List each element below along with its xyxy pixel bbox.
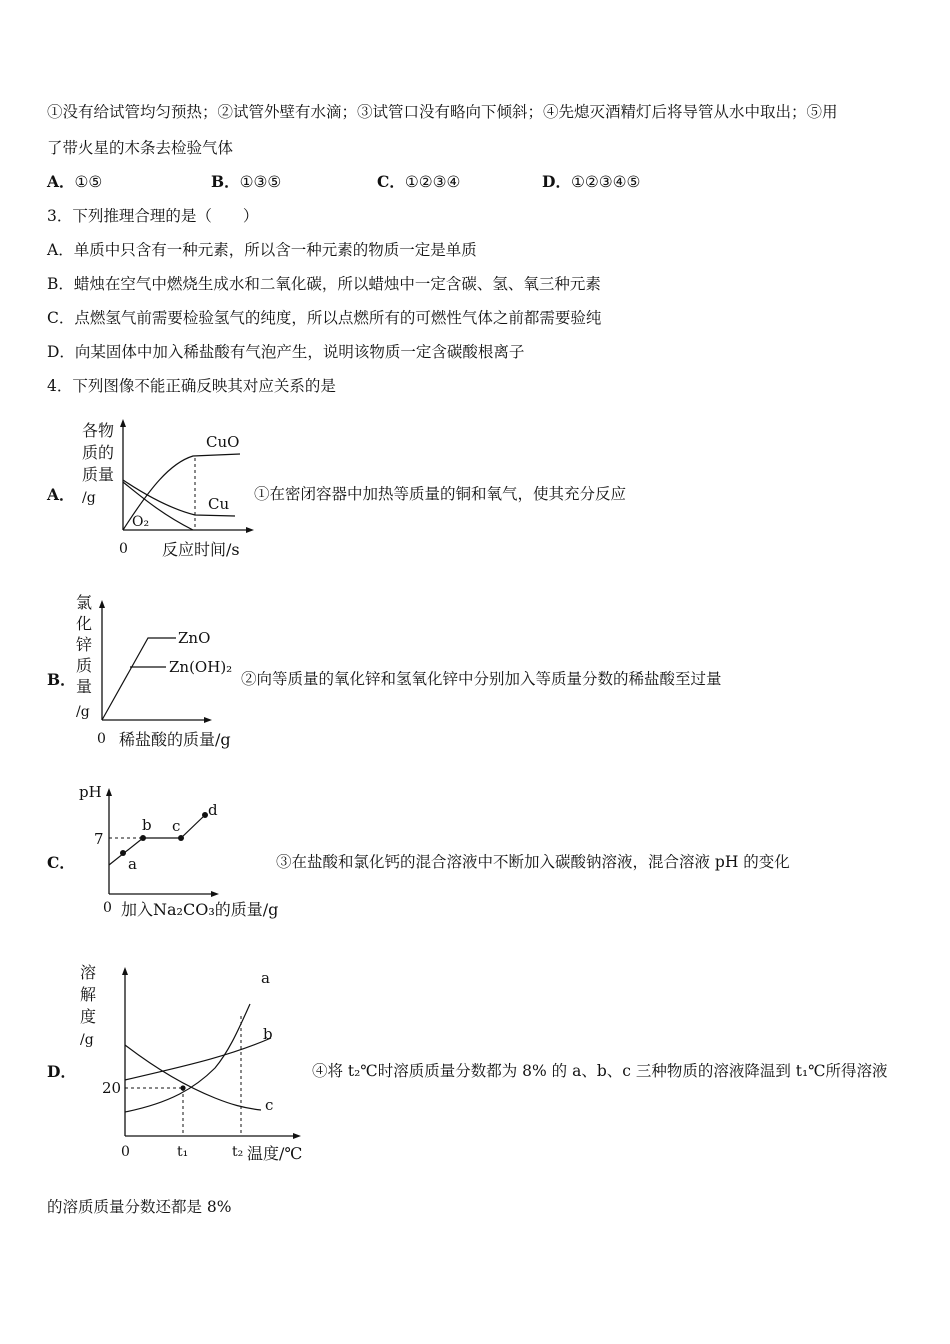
label-b: b	[263, 1025, 273, 1043]
ylabel-line: 质	[76, 656, 93, 675]
xtick-t2: t₂	[232, 1144, 244, 1160]
x-axis-arrow	[246, 527, 254, 533]
ylabel-line: 锌	[76, 635, 93, 654]
x-axis-arrow	[211, 891, 219, 897]
ylabel-line: /g	[80, 1032, 94, 1048]
x-axis-arrow	[204, 717, 212, 723]
option-text: ①⑤	[74, 173, 103, 191]
option-letter: D．	[542, 172, 571, 191]
q2-option-c[interactable]	[377, 171, 460, 193]
option-text: ①②③④⑤	[570, 173, 641, 191]
graph-b-ylabel	[76, 593, 92, 720]
ytick-20: 20	[102, 1079, 122, 1097]
option-text: ①②③④	[404, 173, 461, 191]
q2-option-a[interactable]	[47, 171, 102, 193]
ylabel-line: /g	[82, 490, 96, 506]
q2-option-d[interactable]	[542, 171, 640, 193]
label-b: b	[142, 816, 152, 834]
label-zno: ZnO	[178, 629, 211, 647]
label-d: d	[208, 801, 218, 819]
y-axis-arrow	[99, 600, 105, 608]
q4-option-a-desc: ①在密闭容器中加热等质量的铜和氧气，使其充分反应	[254, 485, 627, 503]
ylabel-line: 度	[80, 1007, 97, 1026]
q3-option-b[interactable]: B．蜡烛在空气中燃烧生成水和二氧化碳，所以蜡烛中一定含碳、氢、氧三种元素	[47, 275, 601, 293]
point-c	[178, 835, 184, 841]
q4-option-d-label[interactable]: D．	[47, 1062, 76, 1081]
label-cuo: CuO	[206, 433, 240, 451]
ylabel-line: 量	[76, 677, 93, 696]
label-o2: O₂	[132, 514, 150, 530]
ylabel-line: 质的	[82, 443, 115, 462]
ph-curve	[109, 815, 205, 865]
origin-label: 0	[119, 541, 128, 557]
q4-option-b-label[interactable]: B．	[47, 670, 76, 689]
q3-option-c[interactable]: C．点燃氢气前需要检验氢气的纯度，所以点燃所有的可燃性气体之前都需要验纯	[47, 309, 602, 327]
q2-line1: ①没有给试管均匀预热；②试管外壁有水滴；③试管口没有略向下倾斜；④先熄灭酒精灯后将导管从水中取出；⑤用	[47, 103, 838, 121]
xlabel: 温度/℃	[247, 1144, 303, 1163]
curve-b	[125, 1038, 271, 1080]
graph-a-ylabel	[82, 421, 114, 506]
label-a: a	[128, 855, 137, 873]
point-b	[140, 835, 146, 841]
ylabel-line: 各物	[82, 421, 115, 440]
q3-stem: 3．下列推理合理的是（ ）	[47, 207, 259, 225]
curve-zno	[102, 638, 176, 720]
ylabel-line: /g	[76, 704, 90, 720]
origin-label: 0	[121, 1144, 130, 1160]
ylabel-line: 氯	[76, 593, 93, 612]
q4-stem: 4．下列图像不能正确反映其对应关系的是	[47, 377, 336, 395]
option-letter: A．	[47, 172, 75, 191]
q3-option-d[interactable]: D．向某固体中加入稀盐酸有气泡产生，说明该物质一定含碳酸根离子	[47, 343, 525, 361]
ylabel-line: 解	[80, 985, 97, 1004]
option-letter: C．	[377, 172, 405, 191]
graph-b	[70, 592, 250, 752]
point-a	[120, 850, 126, 856]
origin-label: 0	[97, 731, 106, 747]
q4-option-d-desc-cont: 的溶质质量分数还都是 8%	[47, 1198, 232, 1216]
ylabel-line: 质量	[82, 465, 115, 484]
y-axis-arrow	[120, 419, 126, 427]
ylabel-line: 溶	[80, 963, 97, 982]
graph-d-ylabel	[80, 963, 96, 1048]
y-axis-arrow	[106, 788, 112, 796]
option-text: ①③⑤	[239, 173, 282, 191]
ylabel-line: 化	[76, 614, 93, 633]
label-znoh2: Zn(OH)₂	[169, 658, 233, 676]
q4-option-d-desc: ④将 t₂℃时溶质质量分数都为 8% 的 a、b、c 三种物质的溶液降温到 t₁℃所得溶液	[312, 1062, 888, 1080]
label-c: c	[265, 1096, 274, 1114]
xlabel: 反应时间/s	[162, 540, 240, 559]
q4-option-c-label[interactable]: C．	[47, 853, 75, 872]
xlabel: 稀盐酸的质量/g	[119, 730, 231, 749]
x-axis-arrow	[293, 1133, 301, 1139]
graph-a	[75, 418, 260, 563]
ylabel: pH	[79, 783, 102, 801]
q4-option-b-desc: ②向等质量的氧化锌和氢氧化锌中分别加入等质量分数的稀盐酸至过量	[241, 670, 722, 688]
ytick-7: 7	[94, 830, 104, 848]
xtick-t1: t₁	[177, 1144, 189, 1160]
label-c: c	[172, 817, 181, 835]
q2-option-b[interactable]	[211, 171, 281, 193]
graph-d	[75, 958, 310, 1170]
label-a: a	[261, 969, 270, 987]
graph-c	[75, 778, 285, 926]
q4-option-a-label[interactable]: A．	[47, 485, 75, 504]
q2-line2: 了带火星的木条去检验气体	[47, 139, 234, 157]
intersection-point	[180, 1085, 185, 1090]
origin-label: 0	[103, 900, 112, 916]
xlabel: 加入Na₂CO₃的质量/g	[121, 900, 279, 919]
option-letter: B．	[211, 172, 240, 191]
label-cu: Cu	[208, 495, 230, 513]
q3-option-a[interactable]: A．单质中只含有一种元素，所以含一种元素的物质一定是单质	[47, 241, 477, 259]
q4-option-c-desc: ③在盐酸和氯化钙的混合溶液中不断加入碳酸钠溶液，混合溶液 pH 的变化	[276, 853, 790, 871]
y-axis-arrow	[122, 967, 128, 975]
